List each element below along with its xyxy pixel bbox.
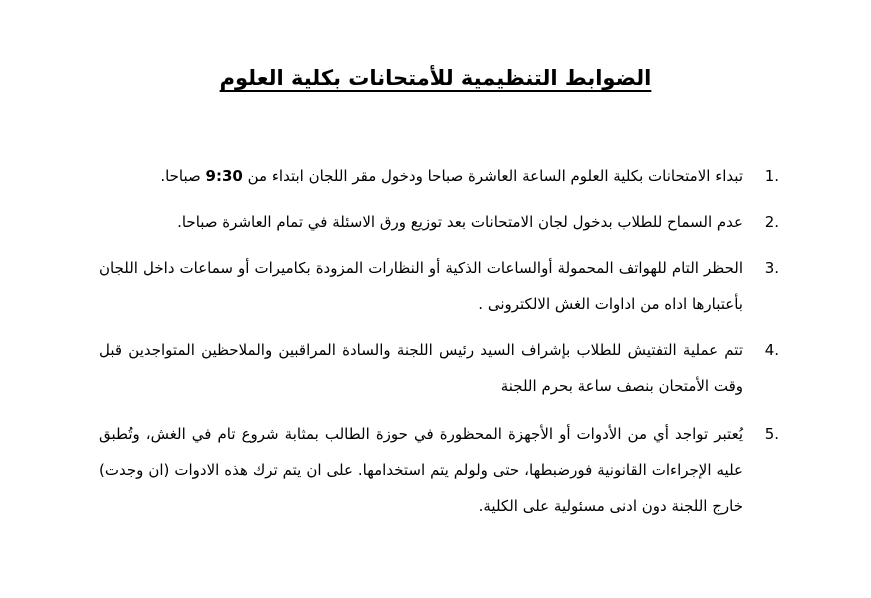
rule-text: الحظر التام للهواتف المحمولة أوالساعات الذكية أو النظارات المزودة بكاميرات أو سماعات داخل اللجان بأعتبارها اداه من اداوات الغش الالكترونى . [99, 259, 743, 313]
rules-list [99, 158, 779, 524]
rule-number: 4. [764, 341, 779, 359]
rule-text-continued: صباحا. [160, 167, 201, 185]
document-title [0, 62, 871, 94]
rule-text: تتم عملية التفتيش للطلاب بإشراف السيد رئيس اللجنة والسادة المراقبين والملاحظين المتواجدين قبل وقت الأمتحان بنصف ساعة بحرم اللجنة [99, 341, 743, 395]
document-title-text: الضوابط التنظيمية للأمتحانات بكلية العلوم [219, 66, 652, 90]
rule-item-2 [99, 204, 779, 240]
rule-item-4 [99, 332, 779, 404]
rule-item-3 [99, 250, 779, 322]
rule-text: تبداء الامتحانات بكلية العلوم الساعة العاشرة صباحا ودخول مقر اللجان ابتداء من [247, 167, 743, 185]
rule-number: 5. [764, 425, 779, 443]
rule-item-1 [99, 158, 779, 194]
rule-number: 2. [764, 213, 779, 231]
rule-text: عدم السماح للطلاب بدخول لجان الامتحانات بعد توزيع ورق الاسئلة في تمام العاشرة صباحا. [177, 213, 743, 231]
rule-time: 9:30 [205, 167, 243, 185]
rule-item-5 [99, 416, 779, 524]
rule-number: 3. [764, 259, 779, 277]
rule-number: 1. [764, 167, 779, 185]
rule-text: يُعتبر تواجد أي من الأدوات أو الأجهزة المحظورة في حوزة الطالب بمثابة شروع تام في الغش، وتُطبق عليه الإجراءات القانونية فورضبطها، حتى ولولم يتم استخدامها. على ان يتم ترك هذه الادوات (ان وجدت) خارج اللجنة دون ادنى مسئولية على الكلية. [99, 425, 743, 515]
